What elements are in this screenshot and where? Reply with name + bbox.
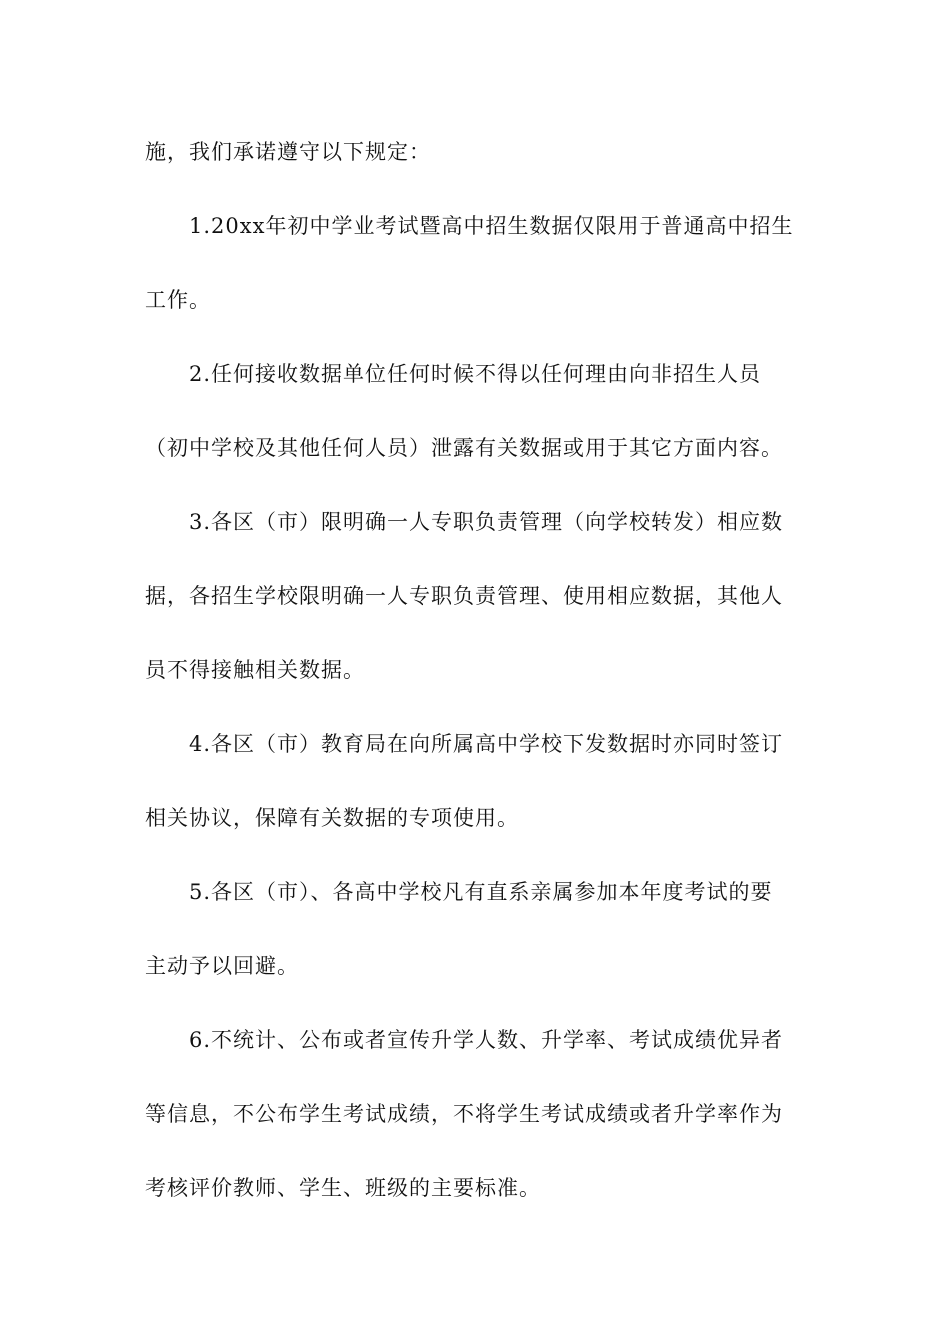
text-line: 6.不统计、公布或者宣传升学人数、升学率、考试成绩优异者 bbox=[189, 1028, 784, 1052]
body-text bbox=[145, 128, 815, 1238]
text-line: 施，我们承诺遵守以下规定： bbox=[145, 140, 431, 164]
text-line: 3.各区（市）限明确一人专职负责管理（向学校转发）相应数 bbox=[189, 510, 784, 534]
text-line: 1.20xx年初中学业考试暨高中招生数据仅限用于普通高中招生 bbox=[189, 214, 794, 238]
text-line: 等信息，不公布学生考试成绩，不将学生考试成绩或者升学率作为 bbox=[145, 1102, 783, 1126]
text-line: 考核评价教师、学生、班级的主要标准。 bbox=[145, 1176, 541, 1200]
text-line: 主动予以回避。 bbox=[145, 954, 299, 978]
text-line: 2.任何接收数据单位任何时候不得以任何理由向非招生人员 bbox=[189, 362, 762, 386]
text-line: 相关协议，保障有关数据的专项使用。 bbox=[145, 806, 519, 830]
text-line: 5.各区（市）、各高中学校凡有直系亲属参加本年度考试的要 bbox=[189, 880, 773, 904]
text-line: 4.各区（市）教育局在向所属高中学校下发数据时亦同时签订 bbox=[189, 732, 784, 756]
text-line: 工作。 bbox=[145, 288, 211, 312]
text-line: 据，各招生学校限明确一人专职负责管理、使用相应数据，其他人 bbox=[145, 584, 783, 608]
text-line: （初中学校及其他任何人员）泄露有关数据或用于其它方面内容。 bbox=[145, 436, 783, 460]
text-line: 员不得接触相关数据。 bbox=[145, 658, 365, 682]
